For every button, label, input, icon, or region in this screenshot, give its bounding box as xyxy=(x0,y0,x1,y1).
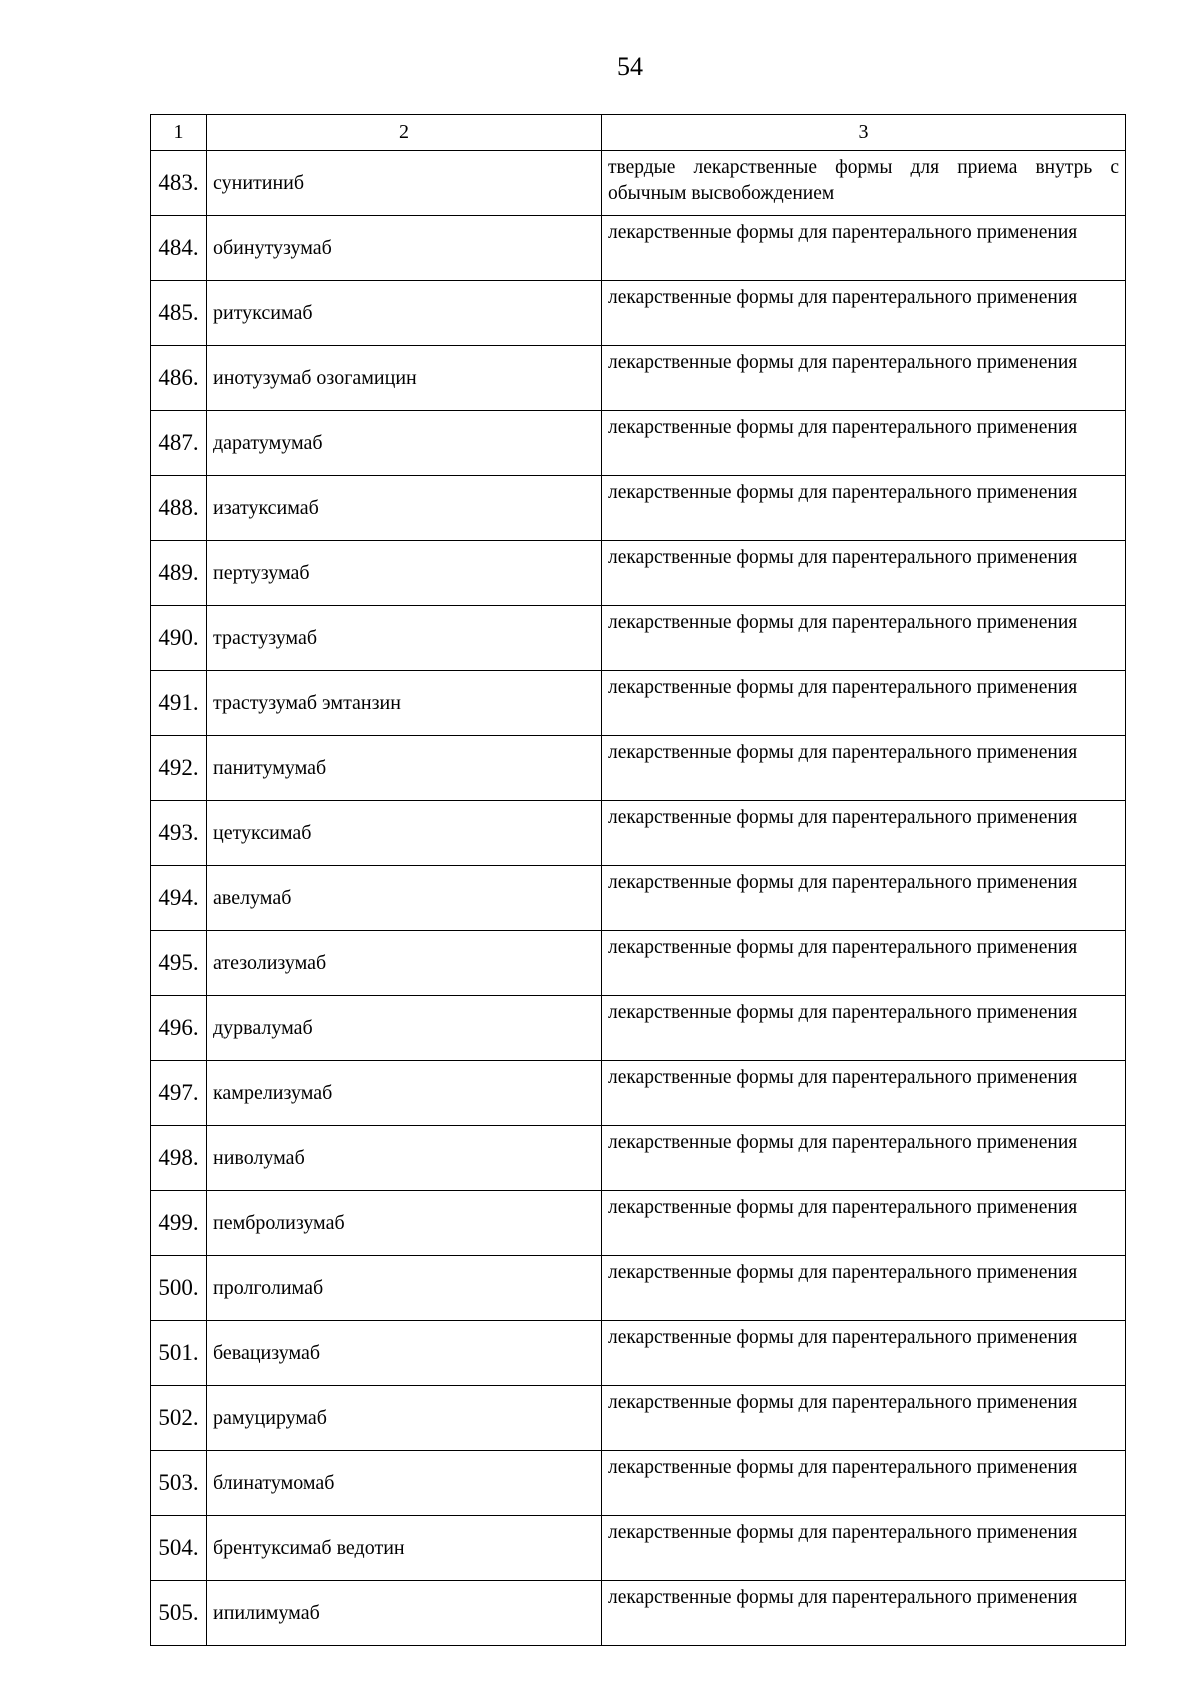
drug-name-cell: пролголимаб xyxy=(207,1256,602,1321)
dosage-form-cell: лекарственные формы для парентерального применения xyxy=(602,1256,1126,1321)
drug-name-cell: бевацизумаб xyxy=(207,1321,602,1386)
table-row xyxy=(151,1126,1126,1191)
table-row xyxy=(151,411,1126,476)
row-number-cell: 500. xyxy=(151,1256,207,1321)
dosage-form-cell: лекарственные формы для парентерального применения xyxy=(602,1451,1126,1516)
dosage-form-cell: лекарственные формы для парентерального применения xyxy=(602,606,1126,671)
dosage-form-cell: лекарственные формы для парентерального применения xyxy=(602,1321,1126,1386)
row-number-cell: 504. xyxy=(151,1516,207,1581)
drug-name-cell: панитумумаб xyxy=(207,736,602,801)
table-row xyxy=(151,606,1126,671)
table-row xyxy=(151,151,1126,216)
header-col-name: 2 xyxy=(207,115,602,151)
table-row xyxy=(151,931,1126,996)
drug-name-cell: камрелизумаб xyxy=(207,1061,602,1126)
dosage-form-cell: лекарственные формы для парентерального применения xyxy=(602,411,1126,476)
drug-name-cell: инотузумаб озогамицин xyxy=(207,346,602,411)
drug-name-cell: трастузумаб xyxy=(207,606,602,671)
dosage-form-cell: лекарственные формы для парентерального применения xyxy=(602,1516,1126,1581)
row-number-cell: 493. xyxy=(151,801,207,866)
drug-name-cell: изатуксимаб xyxy=(207,476,602,541)
table-row xyxy=(151,476,1126,541)
table-header-row xyxy=(151,115,1126,151)
row-number-cell: 490. xyxy=(151,606,207,671)
row-number-cell: 505. xyxy=(151,1581,207,1646)
dosage-form-cell: лекарственные формы для парентерального применения xyxy=(602,1126,1126,1191)
row-number-cell: 486. xyxy=(151,346,207,411)
table-row xyxy=(151,216,1126,281)
drug-name-cell: авелумаб xyxy=(207,866,602,931)
drug-name-cell: ритуксимаб xyxy=(207,281,602,346)
drug-name-cell: блинатумомаб xyxy=(207,1451,602,1516)
dosage-form-cell: лекарственные формы для парентерального применения xyxy=(602,1191,1126,1256)
dosage-form-cell: лекарственные формы для парентерального применения xyxy=(602,1386,1126,1451)
drug-name-cell: пертузумаб xyxy=(207,541,602,606)
table-row xyxy=(151,671,1126,736)
drug-name-cell: пембролизумаб xyxy=(207,1191,602,1256)
row-number-cell: 487. xyxy=(151,411,207,476)
dosage-form-cell: лекарственные формы для парентерального применения xyxy=(602,801,1126,866)
table-row xyxy=(151,801,1126,866)
dosage-form-cell: лекарственные формы для парентерального применения xyxy=(602,281,1126,346)
drug-table xyxy=(150,114,1126,1646)
table-row xyxy=(151,281,1126,346)
drug-name-cell: рамуцирумаб xyxy=(207,1386,602,1451)
row-number-cell: 502. xyxy=(151,1386,207,1451)
drug-name-cell: трастузумаб эмтанзин xyxy=(207,671,602,736)
table-row xyxy=(151,541,1126,606)
row-number-cell: 489. xyxy=(151,541,207,606)
dosage-form-cell: лекарственные формы для парентерального применения xyxy=(602,216,1126,281)
dosage-form-cell: лекарственные формы для парентерального применения xyxy=(602,671,1126,736)
drug-name-cell: ниволумаб xyxy=(207,1126,602,1191)
table-row xyxy=(151,736,1126,801)
dosage-form-cell: лекарственные формы для парентерального применения xyxy=(602,541,1126,606)
table-row xyxy=(151,1256,1126,1321)
dosage-form-cell: лекарственные формы для парентерального применения xyxy=(602,1061,1126,1126)
row-number-cell: 501. xyxy=(151,1321,207,1386)
table-row xyxy=(151,996,1126,1061)
table-row xyxy=(151,1321,1126,1386)
table-row xyxy=(151,346,1126,411)
dosage-form-cell: лекарственные формы для парентерального применения xyxy=(602,931,1126,996)
drug-name-cell: брентуксимаб ведотин xyxy=(207,1516,602,1581)
drug-name-cell: обинутузумаб xyxy=(207,216,602,281)
table-row xyxy=(151,866,1126,931)
dosage-form-cell: твердые лекарственные формы для приема внутрь с обычным высвобождением xyxy=(602,151,1126,216)
row-number-cell: 491. xyxy=(151,671,207,736)
row-number-cell: 503. xyxy=(151,1451,207,1516)
row-number-cell: 488. xyxy=(151,476,207,541)
header-col-form: 3 xyxy=(602,115,1126,151)
row-number-cell: 498. xyxy=(151,1126,207,1191)
row-number-cell: 494. xyxy=(151,866,207,931)
row-number-cell: 499. xyxy=(151,1191,207,1256)
row-number-cell: 495. xyxy=(151,931,207,996)
page-number: 54 xyxy=(617,52,643,81)
table-row xyxy=(151,1451,1126,1516)
table-row xyxy=(151,1386,1126,1451)
row-number-cell: 485. xyxy=(151,281,207,346)
drug-name-cell: атезолизумаб xyxy=(207,931,602,996)
row-number-cell: 483. xyxy=(151,151,207,216)
header-col-number: 1 xyxy=(151,115,207,151)
drug-name-cell: цетуксимаб xyxy=(207,801,602,866)
dosage-form-cell: лекарственные формы для парентерального применения xyxy=(602,476,1126,541)
drug-name-cell: дурвалумаб xyxy=(207,996,602,1061)
table-row xyxy=(151,1516,1126,1581)
dosage-form-cell: лекарственные формы для парентерального применения xyxy=(602,996,1126,1061)
dosage-form-cell: лекарственные формы для парентерального применения xyxy=(602,1581,1126,1646)
drug-name-cell: сунитиниб xyxy=(207,151,602,216)
drug-name-cell: даратумумаб xyxy=(207,411,602,476)
dosage-form-cell: лекарственные формы для парентерального применения xyxy=(602,346,1126,411)
row-number-cell: 484. xyxy=(151,216,207,281)
row-number-cell: 492. xyxy=(151,736,207,801)
table-row xyxy=(151,1581,1126,1646)
dosage-form-cell: лекарственные формы для парентерального применения xyxy=(602,866,1126,931)
dosage-form-cell: лекарственные формы для парентерального применения xyxy=(602,736,1126,801)
table-row xyxy=(151,1061,1126,1126)
table-row xyxy=(151,1191,1126,1256)
drug-name-cell: ипилимумаб xyxy=(207,1581,602,1646)
row-number-cell: 496. xyxy=(151,996,207,1061)
row-number-cell: 497. xyxy=(151,1061,207,1126)
